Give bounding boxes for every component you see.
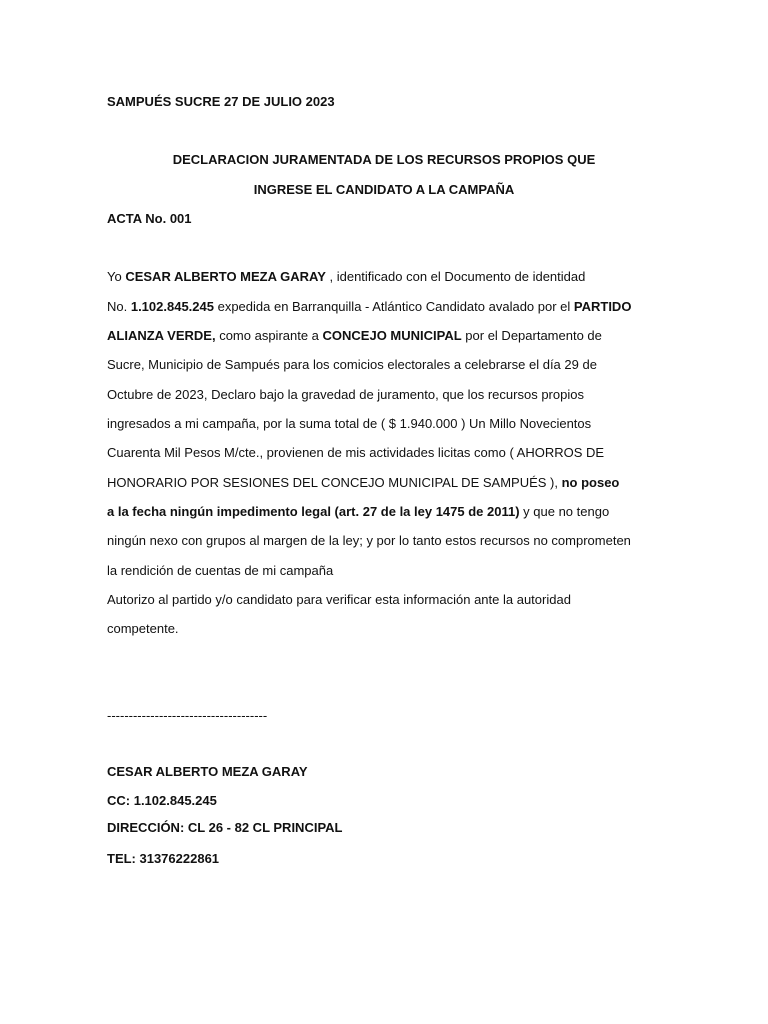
body-text: HONORARIO POR SESIONES DEL CONCEJO MUNICIPAL DE SAMPUÉS ), xyxy=(107,475,562,490)
body-line-7: Cuarenta Mil Pesos M/cte., provienen de mis actividades licitas como ( AHORROS DE xyxy=(107,445,605,460)
title-line-2: INGRESE EL CANDIDATO A LA CAMPAÑA xyxy=(253,182,515,197)
no-impediment-text: no poseo xyxy=(561,475,620,490)
declarant-name: CESAR ALBERTO MEZA GARAY xyxy=(125,269,326,284)
acta-number: ACTA No. 001 xyxy=(107,211,192,226)
body-text: por el Departamento de xyxy=(461,328,602,343)
signer-cc: CC: 1.102.845.245 xyxy=(107,793,217,808)
signer-phone: TEL: 31376222861 xyxy=(107,851,220,866)
body-text: como aspirante a xyxy=(215,328,323,343)
body-line-13: competente. xyxy=(107,621,179,636)
body-line-3 xyxy=(107,328,602,344)
title-line-1: DECLARACION JURAMENTADA DE LOS RECURSOS PROPIOS QUE xyxy=(172,152,596,167)
body-text: No. xyxy=(107,299,131,314)
body-line-11: la rendición de cuentas de mi campaña xyxy=(107,563,334,578)
place-date: SAMPUÉS SUCRE 27 DE JULIO 2023 xyxy=(107,94,335,109)
signature-line: ------------------------------------- xyxy=(107,708,268,723)
body-text: y que no tengo xyxy=(519,504,610,519)
party-name: PARTIDO xyxy=(573,299,632,314)
signer-address: DIRECCIÓN: CL 26 - 82 CL PRINCIPAL xyxy=(107,820,343,835)
body-line-10: ningún nexo con grupos al margen de la ley; y por lo tanto estos recursos no comprometen xyxy=(107,533,631,548)
party-name-cont: ALIANZA VERDE, xyxy=(107,328,216,343)
body-line-9 xyxy=(107,504,609,520)
legal-reference: a la fecha ningún impedimento legal (art. 27 de la ley 1475 de 2011) xyxy=(107,504,520,519)
body-text: expedida en Barranquilla - Atlántico Candidato avalado por el xyxy=(213,299,574,314)
body-text: Yo xyxy=(107,269,126,284)
office-name: CONCEJO MUNICIPAL xyxy=(322,328,462,343)
body-line-12: Autorizo al partido y/o candidato para verificar esta información ante la autoridad xyxy=(107,592,571,607)
body-line-4: Sucre, Municipio de Sampués para los comicios electorales a celebrarse el día 29 de xyxy=(107,357,597,372)
body-line-5: Octubre de 2023, Declaro bajo la gravedad de juramento, que los recursos propios xyxy=(107,387,584,402)
body-line-1 xyxy=(107,269,585,285)
body-line-8 xyxy=(107,475,619,491)
body-text: , identificado con el Documento de identidad xyxy=(325,269,586,284)
signer-name: CESAR ALBERTO MEZA GARAY xyxy=(107,764,308,779)
body-line-6: ingresados a mi campaña, por la suma total de ( $ 1.940.000 ) Un Millo Novecientos xyxy=(107,416,592,431)
body-line-2 xyxy=(107,299,631,315)
id-number: 1.102.845.245 xyxy=(130,299,214,314)
